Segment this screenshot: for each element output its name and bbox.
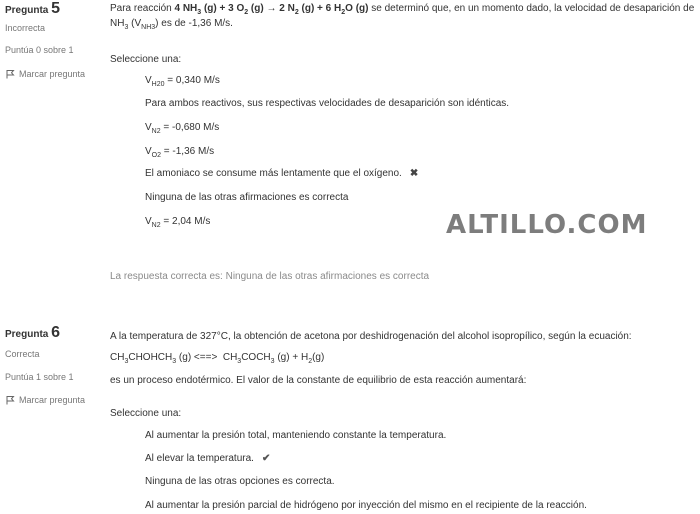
flag-icon — [5, 395, 15, 405]
answer-option[interactable]: Ninguna de las otras opciones es correcta. — [145, 476, 335, 487]
flag-icon — [5, 69, 15, 79]
answer-option[interactable]: $V_{H20} = 0,340$ M/s — [145, 75, 220, 88]
question-status: Correcta — [5, 349, 40, 359]
question-equation: $CH_3CHOHCH_3$ (g) <==> $CH_3COCH_3$ $(g) + H_2(g)$ — [110, 352, 325, 365]
question-text: A la temperatura de 327°C, la obtención de acetona por deshidrogenación del alcohol isopropílico, según la ecuación: — [110, 331, 632, 342]
question-text-continued: es un proceso endotérmico. El valor de la constante de equilibrio de esta reacción aumentará: — [110, 375, 527, 386]
answer-option[interactable]: Ninguna de las otras afirmaciones es correcta — [145, 192, 349, 203]
answer-option[interactable]: $V_{O2} = -1,36$ M/s — [145, 146, 215, 159]
question-status: Incorrecta — [5, 23, 46, 33]
correct-icon: ✔ — [261, 453, 271, 464]
answer-option[interactable]: Para ambos reactivos, sus respectivas velocidades de desaparición son idénticas. — [145, 98, 510, 109]
question-text: Para reacción 4 $NH_3$ (g) + 3 $O_2$ (g) → 2 $N_2$ (g) + 6 $H_2O$ (g) se determinó que, en un momento dado, la velocidad de desaparición de $NH_3$ $(V_{NH3})$ es de -1,36 M/s. — [110, 3, 695, 31]
question-number: Pregunta 5 — [5, 0, 61, 17]
answer-option[interactable]: $V_{N2} = -0,680$ M/s — [145, 122, 220, 135]
question-grade: Puntúa 0 sobre 1 — [5, 45, 74, 55]
select-prompt: Seleccione una: — [110, 408, 182, 419]
correct-answer-feedback: La respuesta correcta es: Ninguna de las otras afirmaciones es correcta — [110, 271, 430, 282]
answer-option[interactable]: Al aumentar la presión parcial de hidrógeno por inyección del mismo en el recipiente de la reacción. — [145, 500, 587, 511]
question-grade: Puntúa 1 sobre 1 — [5, 372, 74, 382]
select-prompt: Seleccione una: — [110, 54, 182, 65]
answer-option-selected[interactable]: El amoniaco se consume más lentamente que el oxígeno. ✖ — [145, 168, 419, 179]
flag-question-button[interactable]: Marcar pregunta — [5, 395, 85, 405]
answer-option-selected[interactable]: Al elevar la temperatura. ✔ — [145, 453, 271, 464]
flag-question-button[interactable]: Marcar pregunta — [5, 69, 85, 79]
watermark: ALTILLO.COM — [446, 210, 648, 240]
answer-option[interactable]: Al aumentar la presión total, manteniendo constante la temperatura. — [145, 430, 447, 441]
incorrect-icon: ✖ — [409, 168, 419, 179]
question-number: Pregunta 6 — [5, 324, 61, 341]
answer-option[interactable]: $V_{N2} = 2,04$ M/s — [145, 216, 211, 229]
